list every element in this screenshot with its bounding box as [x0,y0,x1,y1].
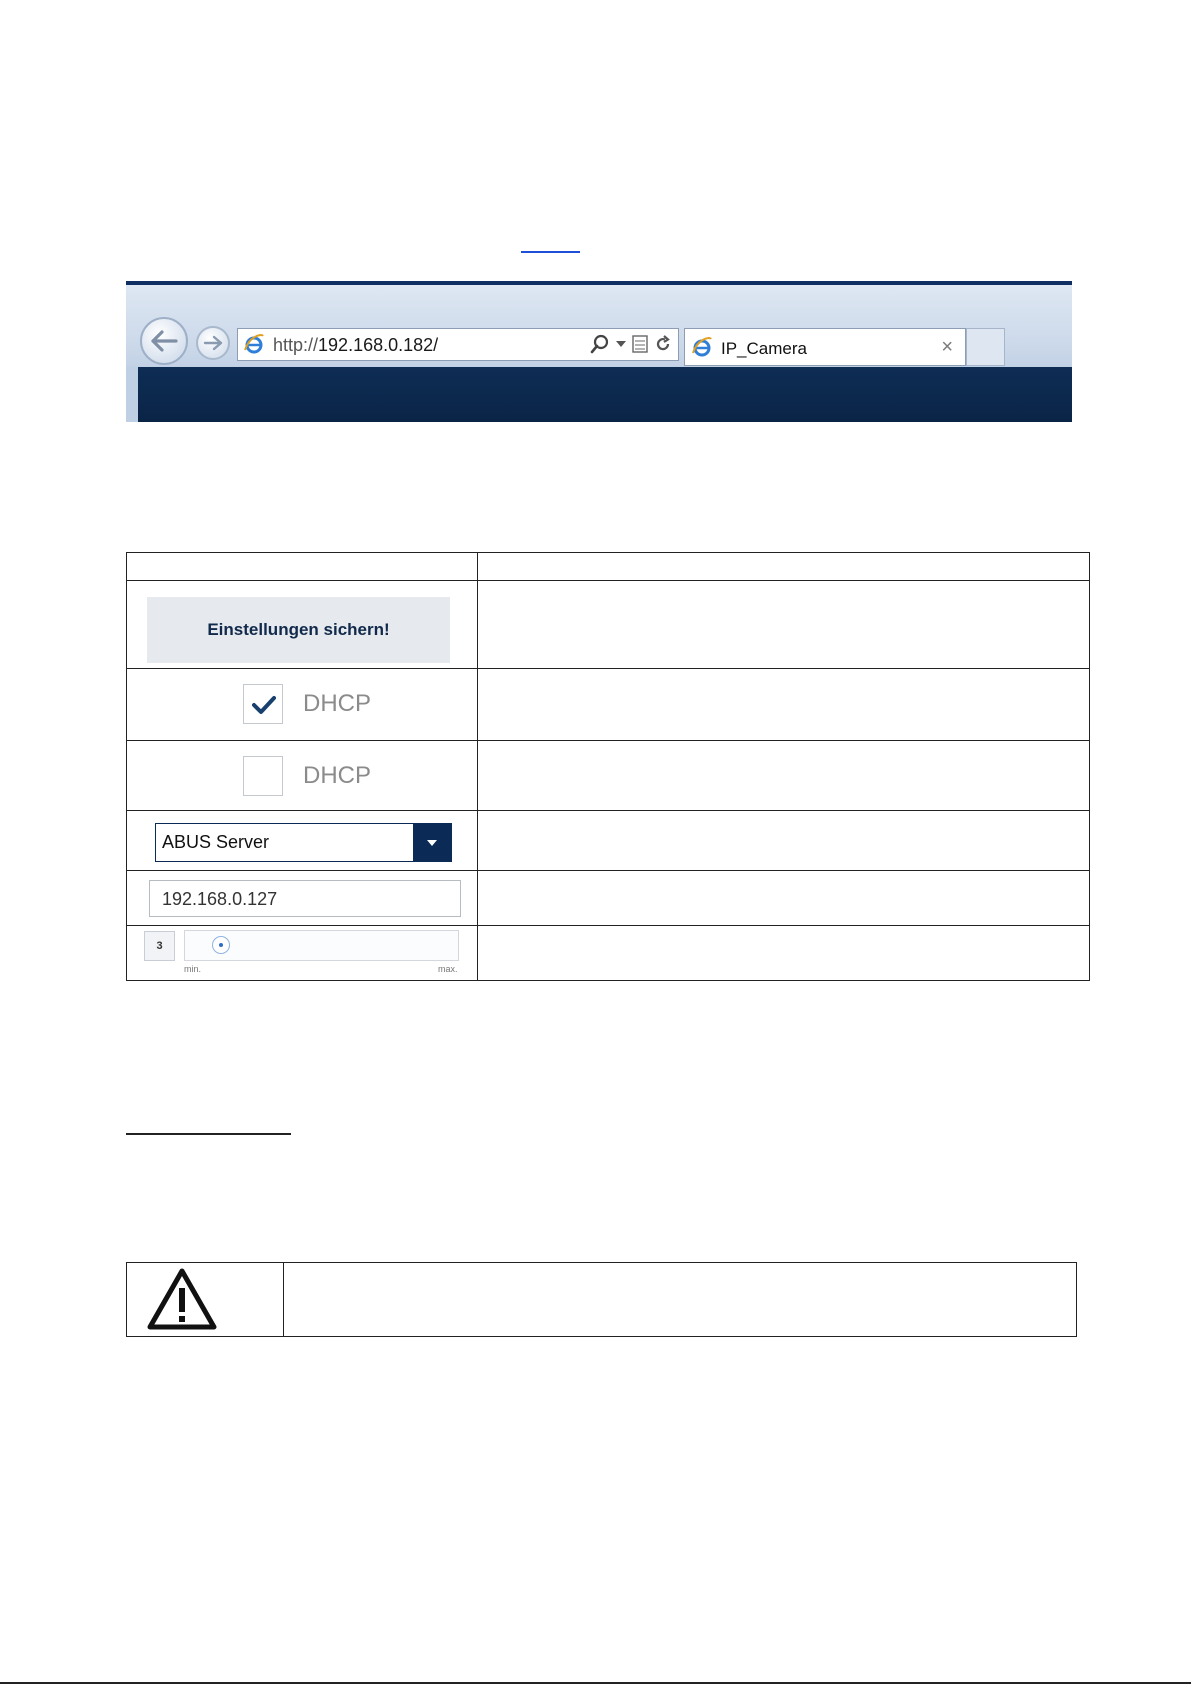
ie-logo-icon [243,333,265,355]
slider-value-box[interactable]: 3 [144,931,175,961]
table-row [127,871,1090,926]
forward-button[interactable] [196,326,230,360]
page-bottom-border [0,1682,1191,1684]
checkbox-label: DHCP [303,762,372,789]
warning-box [126,1262,1077,1337]
tab-title: IP_Camera [721,339,807,358]
table-row [127,811,1090,871]
warning-text-cell [284,1263,1077,1337]
description-cell [478,581,1090,669]
table-row [127,741,1090,811]
header-cell [127,553,478,581]
slider-track[interactable] [184,930,459,961]
footnote-separator [126,1133,291,1135]
select-value: ABUS Server [162,832,270,852]
back-button[interactable] [140,317,188,365]
new-tab-button[interactable] [966,328,1005,366]
page-content-area [138,367,1072,422]
forward-arrow-icon [203,335,223,351]
description-cell [478,741,1090,811]
warning-triangle-icon [146,1266,218,1332]
checkmark-icon [252,695,276,715]
checkbox[interactable] [243,684,283,724]
select-dropdown-button[interactable] [413,824,451,861]
slider-min-label: min. [184,964,202,974]
table-row [127,669,1090,741]
window-top-border [126,281,1072,285]
compatibility-icon[interactable] [632,335,648,353]
refresh-icon[interactable] [654,335,672,353]
dropdown-icon[interactable] [616,340,626,348]
browser-tab[interactable] [684,328,966,366]
widget-cell [127,871,478,926]
url-text [273,335,438,356]
browser-screenshot [126,281,1072,422]
address-tools [590,334,672,354]
widget-cell [127,741,478,811]
url-host: 192.168.0.182/ [318,335,439,355]
server-select[interactable] [155,823,452,862]
checkbox-label: DHCP [303,690,372,717]
ie-logo-icon [691,336,713,358]
save-settings-button[interactable]: Einstellungen sichern! [147,597,450,663]
dhcp-checkbox-unchecked[interactable] [243,756,371,796]
back-arrow-icon [150,330,178,352]
warning-icon-cell [127,1263,284,1337]
table-header-row [127,553,1090,581]
header-cell [478,553,1090,581]
input-value: 192.168.0.127 [162,889,278,909]
slider-handle[interactable] [212,936,230,954]
checkbox[interactable] [243,756,283,796]
link-underline[interactable] [521,251,580,253]
search-icon[interactable] [590,334,610,354]
description-cell [478,871,1090,926]
widget-cell [127,669,478,741]
ip-address-input[interactable] [149,880,461,917]
description-cell [478,811,1090,871]
url-protocol: http:// [273,335,319,355]
close-icon[interactable]: × [941,336,953,358]
widget-cell [127,581,478,669]
widget-cell [127,811,478,871]
slider-max-label: max. [438,964,458,974]
table-row [127,581,1090,669]
address-bar[interactable] [237,328,679,361]
widget-cell [127,926,478,981]
dhcp-checkbox-checked[interactable] [243,684,371,724]
description-cell [478,926,1090,981]
table-row [127,926,1090,981]
description-cell [478,669,1090,741]
widget-table [126,552,1090,981]
chevron-down-icon [427,840,437,846]
